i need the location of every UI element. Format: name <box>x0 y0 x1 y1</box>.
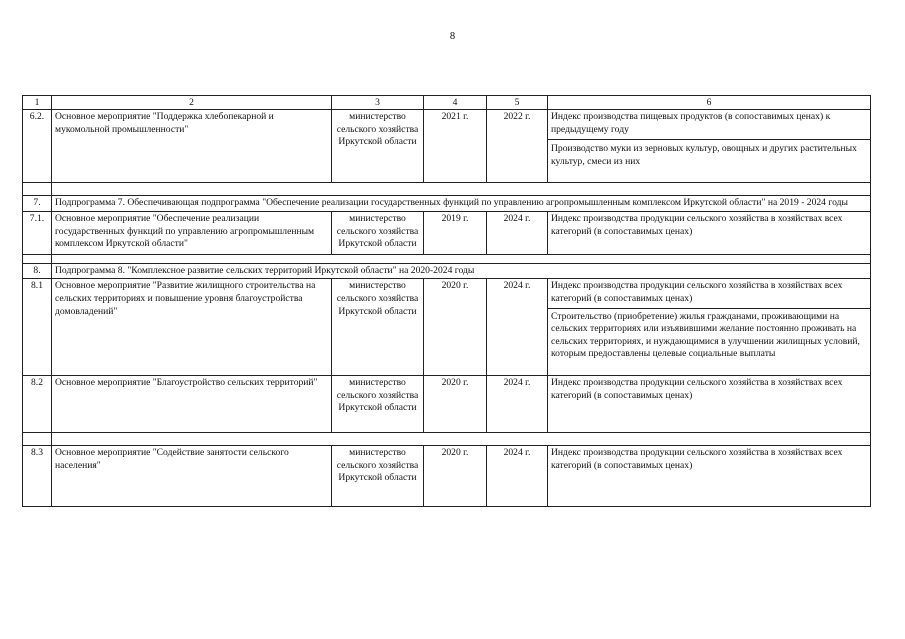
measures-table <box>22 95 871 507</box>
end-year: 2024 г. <box>487 211 548 254</box>
header-col-4: 4 <box>424 96 487 110</box>
measure-name: Основное мероприятие "Обеспечение реализации государственных функций по управлению агропромышленным комплексом Иркутской области" <box>52 211 332 254</box>
executor: министерство сельского хозяйства Иркутской области <box>332 211 424 254</box>
row-number: 8.1 <box>23 279 52 376</box>
executor: министерство сельского хозяйства Иркутской области <box>332 375 424 432</box>
header-col-6: 6 <box>548 96 871 110</box>
row-number: 8. <box>23 263 52 279</box>
row-number: 8.2 <box>23 375 52 432</box>
table-row <box>23 375 871 432</box>
row-number: 8.3 <box>23 445 52 506</box>
spacer-row <box>23 183 871 196</box>
subprogram-title: Подпрограмма 8. "Комплексное развитие сельских территорий Иркутской области" на 2020-2024 годы <box>52 263 871 279</box>
header-col-2: 2 <box>52 96 332 110</box>
end-year: 2022 г. <box>487 110 548 183</box>
row-number: 7.1. <box>23 211 52 254</box>
indicators-cell <box>548 375 871 432</box>
indicators-cell <box>548 445 871 506</box>
end-year: 2024 г. <box>487 445 548 506</box>
executor: министерство сельского хозяйства Иркутской области <box>332 445 424 506</box>
indicator: Строительство (приобретение) жилья гражданами, проживающими на сельских территориях или изъявившими желание постоянно проживать на сельских территориях, и нуждающимися в улучшении жилищных условий, которым предоставлены целевые социальные выплаты <box>548 308 870 361</box>
start-year: 2021 г. <box>424 110 487 183</box>
measure-name: Основное мероприятие "Развитие жилищного строительства на сельских территориях и повышение уровня благоустройства домовладений" <box>52 279 332 376</box>
start-year: 2019 г. <box>424 211 487 254</box>
table-row <box>23 211 871 254</box>
indicator: Индекс производства продукции сельского хозяйства в хозяйствах всех категорий (в сопоставимых ценах) <box>551 212 843 237</box>
table-row <box>23 279 871 376</box>
indicator: Индекс производства пищевых продуктов (в сопоставимых ценах) к предыдущему году <box>551 111 831 135</box>
measure-name: Основное мероприятие "Благоустройство сельских территорий" <box>52 375 332 432</box>
row-number: 6.2. <box>23 110 52 183</box>
indicators-cell <box>548 110 871 183</box>
header-col-1: 1 <box>23 96 52 110</box>
indicators-cell <box>548 279 871 376</box>
spacer-row <box>23 432 871 445</box>
spacer-row <box>23 254 871 263</box>
executor: министерство сельского хозяйства Иркутской области <box>332 279 424 376</box>
indicators-cell <box>548 211 871 254</box>
header-col-5: 5 <box>487 96 548 110</box>
indicator: Индекс производства продукции сельского хозяйства в хозяйствах всех категорий (в сопоставимых ценах) <box>551 280 843 304</box>
page-number: 8 <box>449 31 456 42</box>
table-row <box>23 110 871 183</box>
indicator: Индекс производства продукции сельского хозяйства в хозяйствах всех категорий (в сопоставимых ценах) <box>551 446 843 471</box>
end-year: 2024 г. <box>487 375 548 432</box>
start-year: 2020 г. <box>424 279 487 376</box>
row-number: 7. <box>23 196 52 212</box>
indicator: Индекс производства продукции сельского хозяйства в хозяйствах всех категорий (в сопоставимых ценах) <box>551 376 843 401</box>
subprogram-row <box>23 196 871 212</box>
start-year: 2020 г. <box>424 375 487 432</box>
executor: министерство сельского хозяйства Иркутской области <box>332 110 424 183</box>
start-year: 2020 г. <box>424 445 487 506</box>
indicator: Производство муки из зерновых культур, овощных и других растительных культур, смеси из них <box>548 139 870 168</box>
subprogram-title: Подпрограмма 7. Обеспечивающая подпрограмма "Обеспечение реализации государственных функций по управлению агропромышленным комплексом Иркутской области" на 2019 - 2024 годы <box>52 196 871 212</box>
table-header-row <box>23 96 871 110</box>
measure-name: Основное мероприятие "Поддержка хлебопекарной и мукомольной промышленности" <box>52 110 332 183</box>
subprogram-row <box>23 263 871 279</box>
table-row <box>23 445 871 506</box>
end-year: 2024 г. <box>487 279 548 376</box>
header-col-3: 3 <box>332 96 424 110</box>
measure-name: Основное мероприятие "Содействие занятости сельского населения" <box>52 445 332 506</box>
